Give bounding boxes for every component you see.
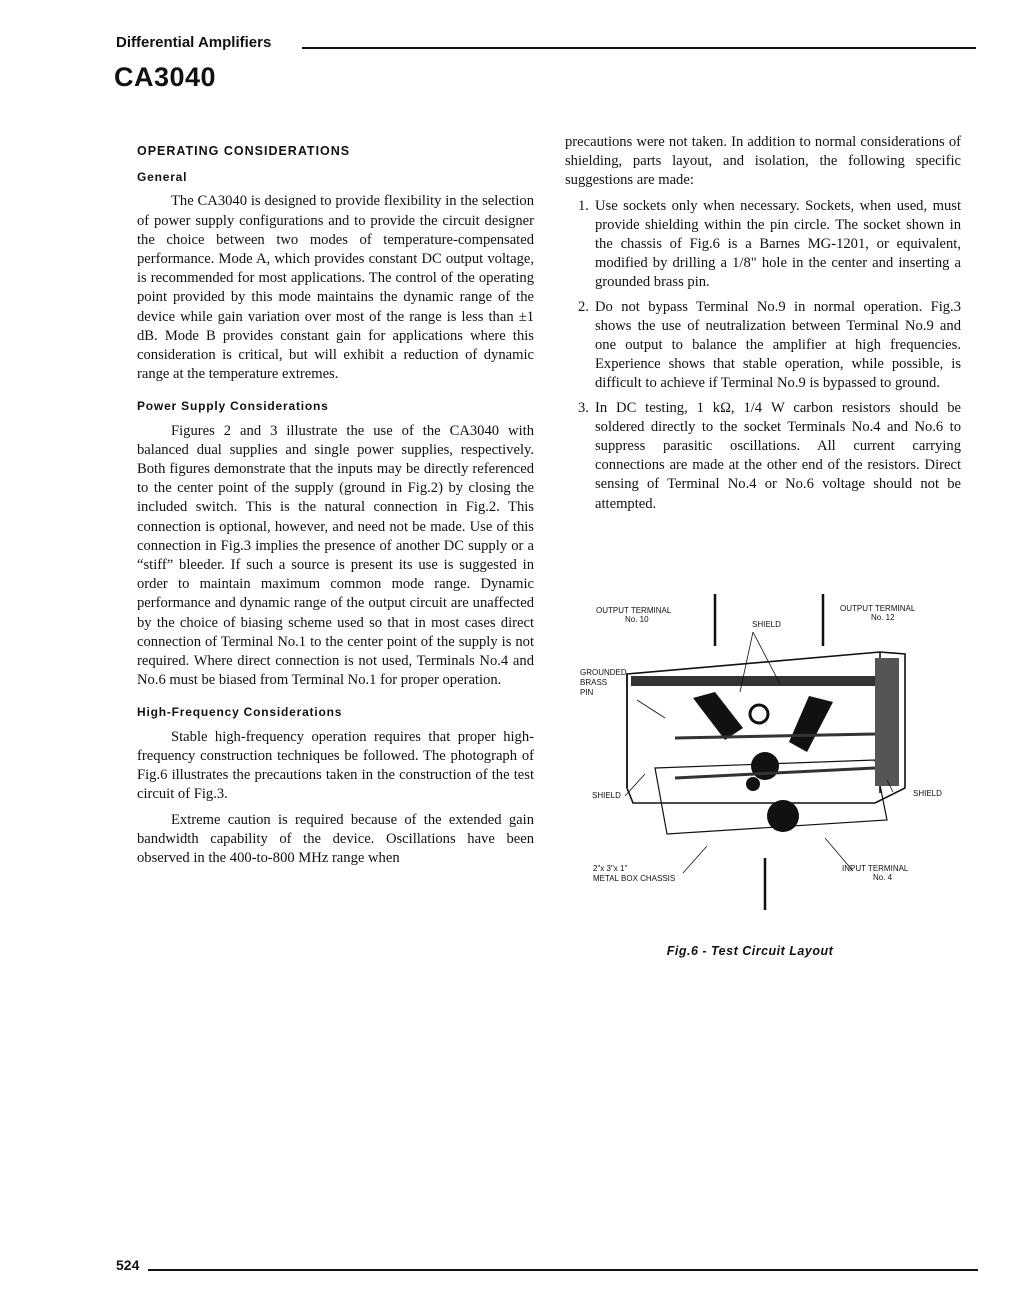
power-supply-paragraph: Figures 2 and 3 illustrate the use of the CA3040 with balanced dual supplies and single power supplies, respectively. Both figures demonstrate that the inputs may be directly referenced to the center point of the supply (ground in Fig.2) by closing the included switch. This is the natural connection in Fig.2. This connection is optional, however, and need not be made. Use of this connection in Fig.3 implies the presence of another DC supply or a “stiff” bleeder. If such a source is present its use is suggested in order to maintain maximum common mode range. Dynamic performance and dynamic range of the output circuit are unaffected by the choice of biasing scheme used so that in most cases direct connection of Terminal No.1 to the center point of the supply is not required. Where direct connection is not used, Terminals No.4 and No.6 must be biased from Terminal No.1 for proper operation.	[137, 422, 534, 689]
general-paragraph: The CA3040 is designed to provide flexibility in the selection of power supply configurations and to provide the circuit designer the choice between two modes of temperature-compensated performance. Mode A, which provides constant DC output voltage, is recommended for most applications. The control of the operating point provided by this mode maintains the dynamic range of the device while gain variation over most of the range is less than ±1 dB. Mode B provides constant gain for applications where this consideration is critical, but will exhibit a reduction of dynamic range at the temperature extremes.	[137, 193, 534, 383]
label-metal-box-chassis: METAL BOX CHASSIS	[593, 874, 676, 883]
label-grounded: GROUNDED	[580, 668, 627, 677]
high-frequency-paragraph-2: Extreme caution is required because of the extended gain bandwidth capability of the device. Oscillations have been observed in the 400-to-800 MHz range when	[137, 811, 534, 866]
label-chassis-size: 2"x 3"x 1"	[593, 864, 628, 873]
list-text: Use sockets only when necessary. Sockets, when used, must provide shielding within the pin circle. The socket shown in the chassis of Fig.6 is a Barnes MG-1201, or equivalent, modified by drilling a 1/8" hole in the center and inserting a grounded brass pin.	[595, 197, 961, 291]
high-frequency-heading: High-Frequency Considerations	[137, 705, 343, 720]
label-shield-top: SHIELD	[752, 620, 781, 629]
list-number: 1.	[578, 197, 589, 214]
test-circuit-figure	[575, 588, 965, 918]
list-text: Do not bypass Terminal No.9 in normal operation. Fig.3 shows the use of neutralization between Terminal No.9 and one output to balance the amplifier at high frequencies. Experience shows that stable operation, while possible, is difficult to achieve if Terminal No.9 is bypassed to ground.	[595, 298, 961, 392]
label-shield-left: SHIELD	[592, 791, 621, 800]
high-frequency-paragraph-1: Stable high-frequency operation requires that proper high-frequency construction techniques be followed. The photograph of Fig.6 illustrates the precautions taken in the construction of the test circuit of Fig.3.	[137, 728, 534, 803]
footer-rule	[148, 1269, 978, 1271]
label-output-terminal-12: OUTPUT TERMINAL	[840, 604, 916, 613]
left-column	[137, 136, 534, 868]
label-pin: PIN	[580, 688, 594, 697]
label-input-terminal: INPUT TERMINAL	[842, 864, 909, 873]
label-input-terminal-number: No. 4	[873, 873, 893, 882]
label-output-terminal-12-number: No. 12	[871, 613, 895, 622]
section-title: Differential Amplifiers	[116, 34, 272, 51]
list-number: 2.	[578, 298, 589, 315]
list-text: In DC testing, 1 kΩ, 1/4 W carbon resistors should be soldered directly to the socket Terminals No.4 and No.6 to suppress parasitic oscillations. All current carrying connections are made at the other end of the resistors. Direct sensing of Terminal No.4 or No.6 voltage should not be attempted.	[595, 399, 961, 512]
general-heading: General	[137, 170, 188, 185]
label-brass: BRASS	[580, 678, 608, 687]
right-column	[565, 133, 961, 519]
part-number: CA3040	[114, 62, 217, 92]
continuation-paragraph: precautions were not taken. In addition to normal considerations of shielding, parts layout, and isolation, the following specific suggestions are made:	[565, 134, 961, 189]
list-item	[565, 399, 961, 514]
label-output-terminal-10-number: No. 10	[625, 615, 649, 624]
label-output-terminal-10: OUTPUT TERMINAL	[596, 606, 672, 615]
list-number: 3.	[578, 399, 589, 416]
label-shield-right: SHIELD	[913, 789, 942, 798]
list-item	[565, 298, 961, 394]
header-rule	[302, 47, 976, 49]
list-item	[565, 197, 961, 293]
suggestions-list	[565, 197, 961, 514]
test-circuit-photo	[575, 588, 965, 918]
page-number: 524	[116, 1257, 140, 1273]
power-supply-heading: Power Supply Considerations	[137, 399, 329, 414]
operating-considerations-heading: OPERATING CONSIDERATIONS	[137, 144, 351, 158]
figure-caption: Fig.6 - Test Circuit Layout	[666, 944, 834, 958]
